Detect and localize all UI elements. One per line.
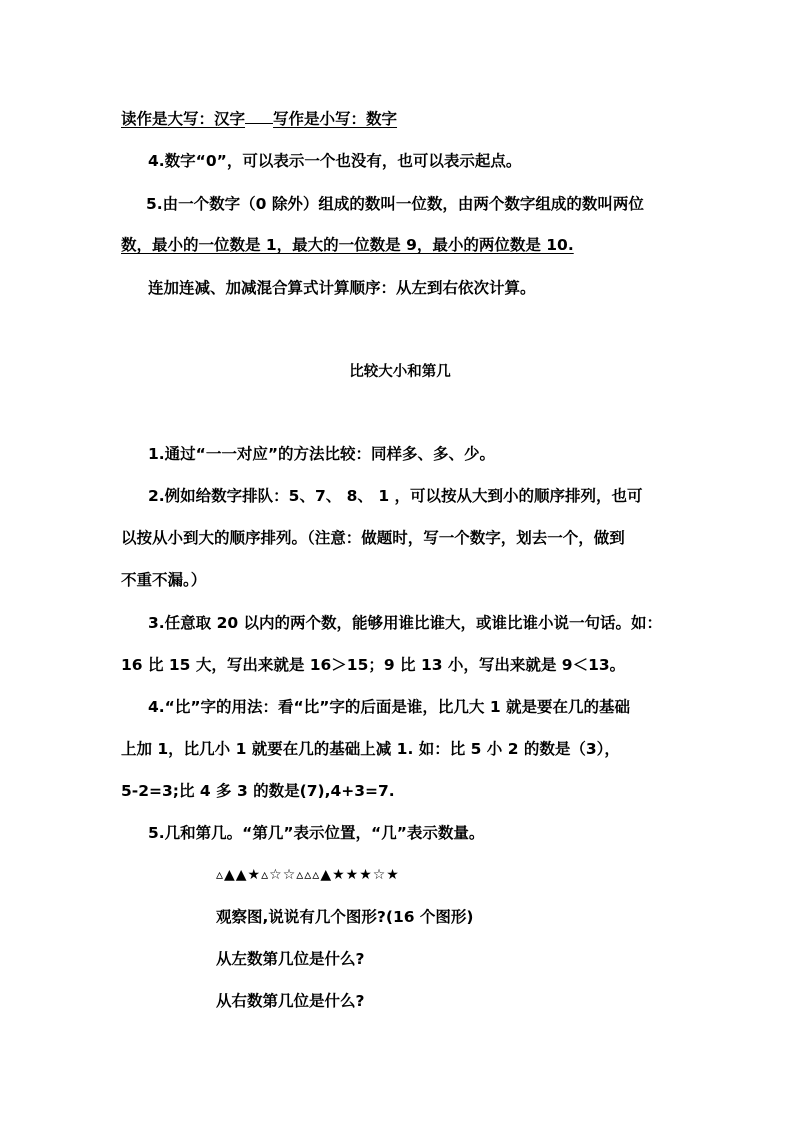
section-title: 比较大小和第几 bbox=[349, 364, 451, 380]
item-2-line-3: 不重不漏。） bbox=[121, 571, 207, 589]
read-as-text: 读作是大写：汉字 bbox=[121, 110, 246, 128]
item-3-line-2: 16 比 15 大，写出来就是 16＞15；9 比 13 小，写出来就是 9＜13。 bbox=[121, 656, 626, 674]
paragraph-5-line-2: 数，最小的一位数是 1，最大的一位数是 9，最小的两位数是 10. bbox=[121, 236, 574, 254]
paragraph-5-line-1: 5.由一个数字（0 除外）组成的数叫一位数，由两个数字组成的数叫两位 bbox=[146, 195, 644, 213]
item-5: 5.几和第几。“第几”表示位置，“几”表示数量。 bbox=[148, 824, 485, 842]
item-4-line-3: 5-2=3;比 4 多 3 的数是(7),4+3=7. bbox=[121, 782, 395, 800]
item-4-line-2: 上加 1，比几小 1 就要在几的基础上减 1. 如：比 5 小 2 的数是（3）， bbox=[121, 740, 620, 758]
paragraph-4: 4.数字“0”，可以表示一个也没有，也可以表示起点。 bbox=[148, 152, 522, 170]
item-4-line-1: 4.“比”字的用法：看“比”字的后面是谁，比几大 1 就是要在几的基础 bbox=[148, 698, 631, 716]
write-as-text: 写作是小写：数字 bbox=[273, 110, 398, 128]
blank-underline bbox=[245, 109, 273, 124]
item-2-line-2: 以按从小到大的顺序排列。（注意：做题时，写一个数字，划去一个，做到 bbox=[121, 529, 625, 547]
question-3: 从右数第几位是什么? bbox=[216, 992, 365, 1010]
read-write-line bbox=[121, 108, 397, 130]
question-2: 从左数第几位是什么? bbox=[216, 950, 365, 968]
question-1: 观察图,说说有几个图形?(16 个图形) bbox=[216, 908, 474, 926]
shape-sequence: ▵▲▲★▵☆☆▵▵▵▲★★★☆★ bbox=[216, 867, 400, 883]
item-2-line-1: 2.例如给数字排队：5、7、 8、 1 ，可以按从大到小的顺序排列，也可 bbox=[148, 487, 643, 505]
item-3-line-1: 3.任意取 20 以内的两个数，能够用谁比谁大，或谁比谁小说一句话。如： bbox=[148, 614, 663, 632]
calculation-order-paragraph: 连加连减、加减混合算式计算顺序：从左到右依次计算。 bbox=[148, 279, 536, 297]
item-1: 1.通过“一一对应”的方法比较：同样多、多、少。 bbox=[148, 445, 496, 463]
